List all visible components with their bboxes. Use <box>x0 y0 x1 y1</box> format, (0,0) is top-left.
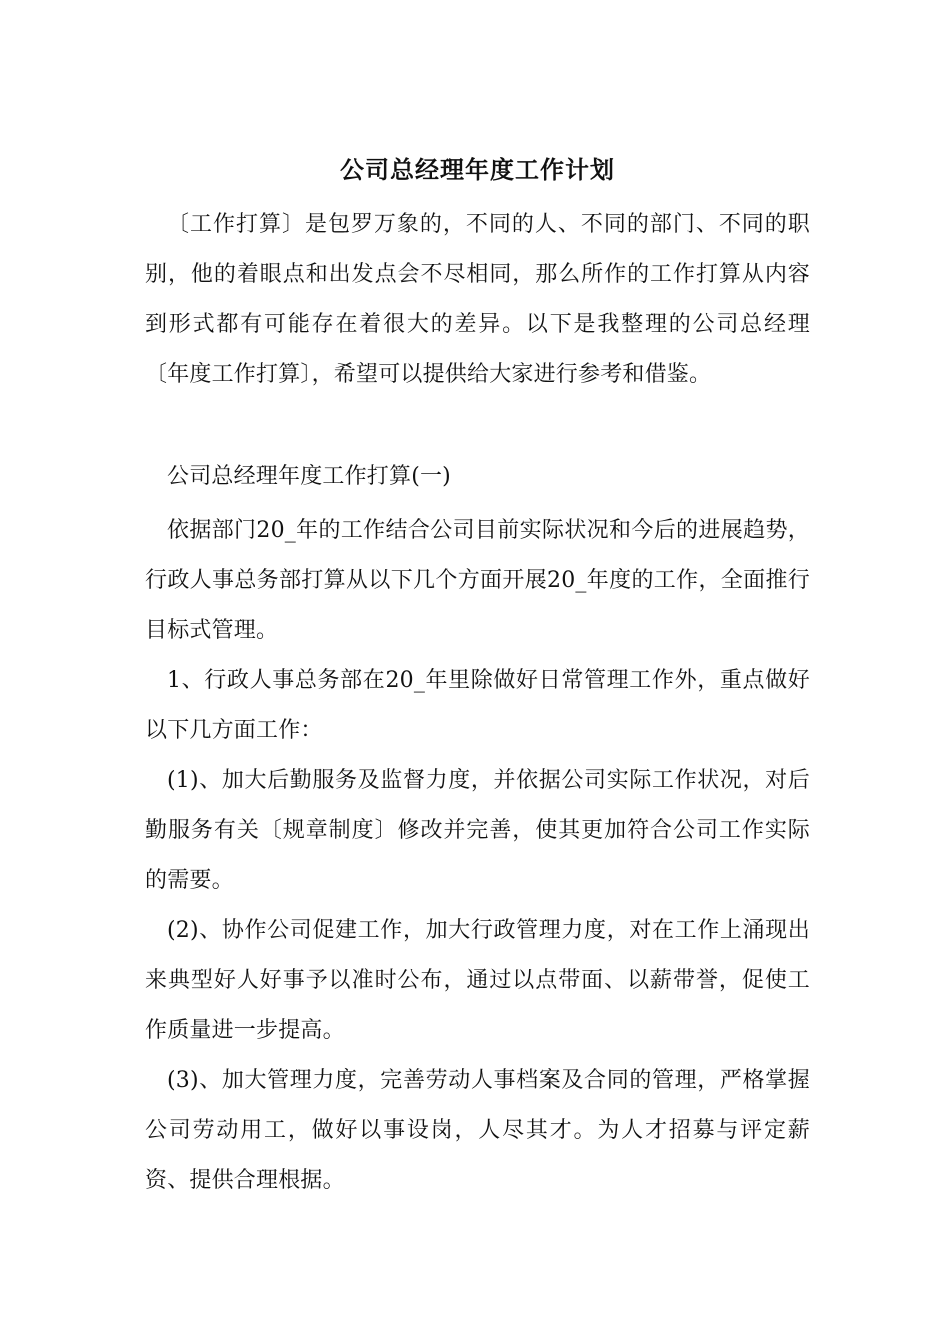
paragraph-spacer <box>145 400 810 452</box>
body-paragraph-plan-basis: 依据部门20_年的工作结合公司目前实际状况和今后的进展趋势，行政人事总务部打算从以下几个方面开展20_年度的工作，全面推行目标式管理。 <box>145 518 810 643</box>
body-paragraph-item-2: (2)、协作公司促建工作，加大行政管理力度，对在工作上涌现出来典型好人好事予以准时公布，通过以点带面、以薪带誉，促使工作质量进一步提高。 <box>145 918 810 1043</box>
section-title: 公司总经理年度工作打算(一) <box>167 464 451 489</box>
document-title: 公司总经理年度工作计划 <box>340 155 615 184</box>
body-paragraph-item-1: (1)、加大后勤服务及监督力度，并依据公司实际工作状况，对后勤服务有关〔规章制度〕修改并完善，使其更加符合公司工作实际的需要。 <box>145 768 810 893</box>
intro-paragraph: 〔工作打算〕是包罗万象的，不同的人、不同的部门、不同的职别，他的着眼点和出发点会不尽相同，那么所作的工作打算从内容到形式都有可能存在着很大的差异。以下是我整理的公司总经理〔年度工作打算〕，希望可以提供给大家进行参考和借鉴。 <box>145 212 810 387</box>
body-paragraph-item-3: (3)、加大管理力度，完善劳动人事档案及合同的管理，严格掌握公司劳动用工，做好以事设岗，人尽其才。为人才招募与评定薪资、提供合理根据。 <box>145 1068 810 1193</box>
document-content <box>145 148 810 1206</box>
body-paragraph-focus-work: 1、行政人事总务部在20_年里除做好日常管理工作外，重点做好以下几方面工作： <box>145 668 810 743</box>
